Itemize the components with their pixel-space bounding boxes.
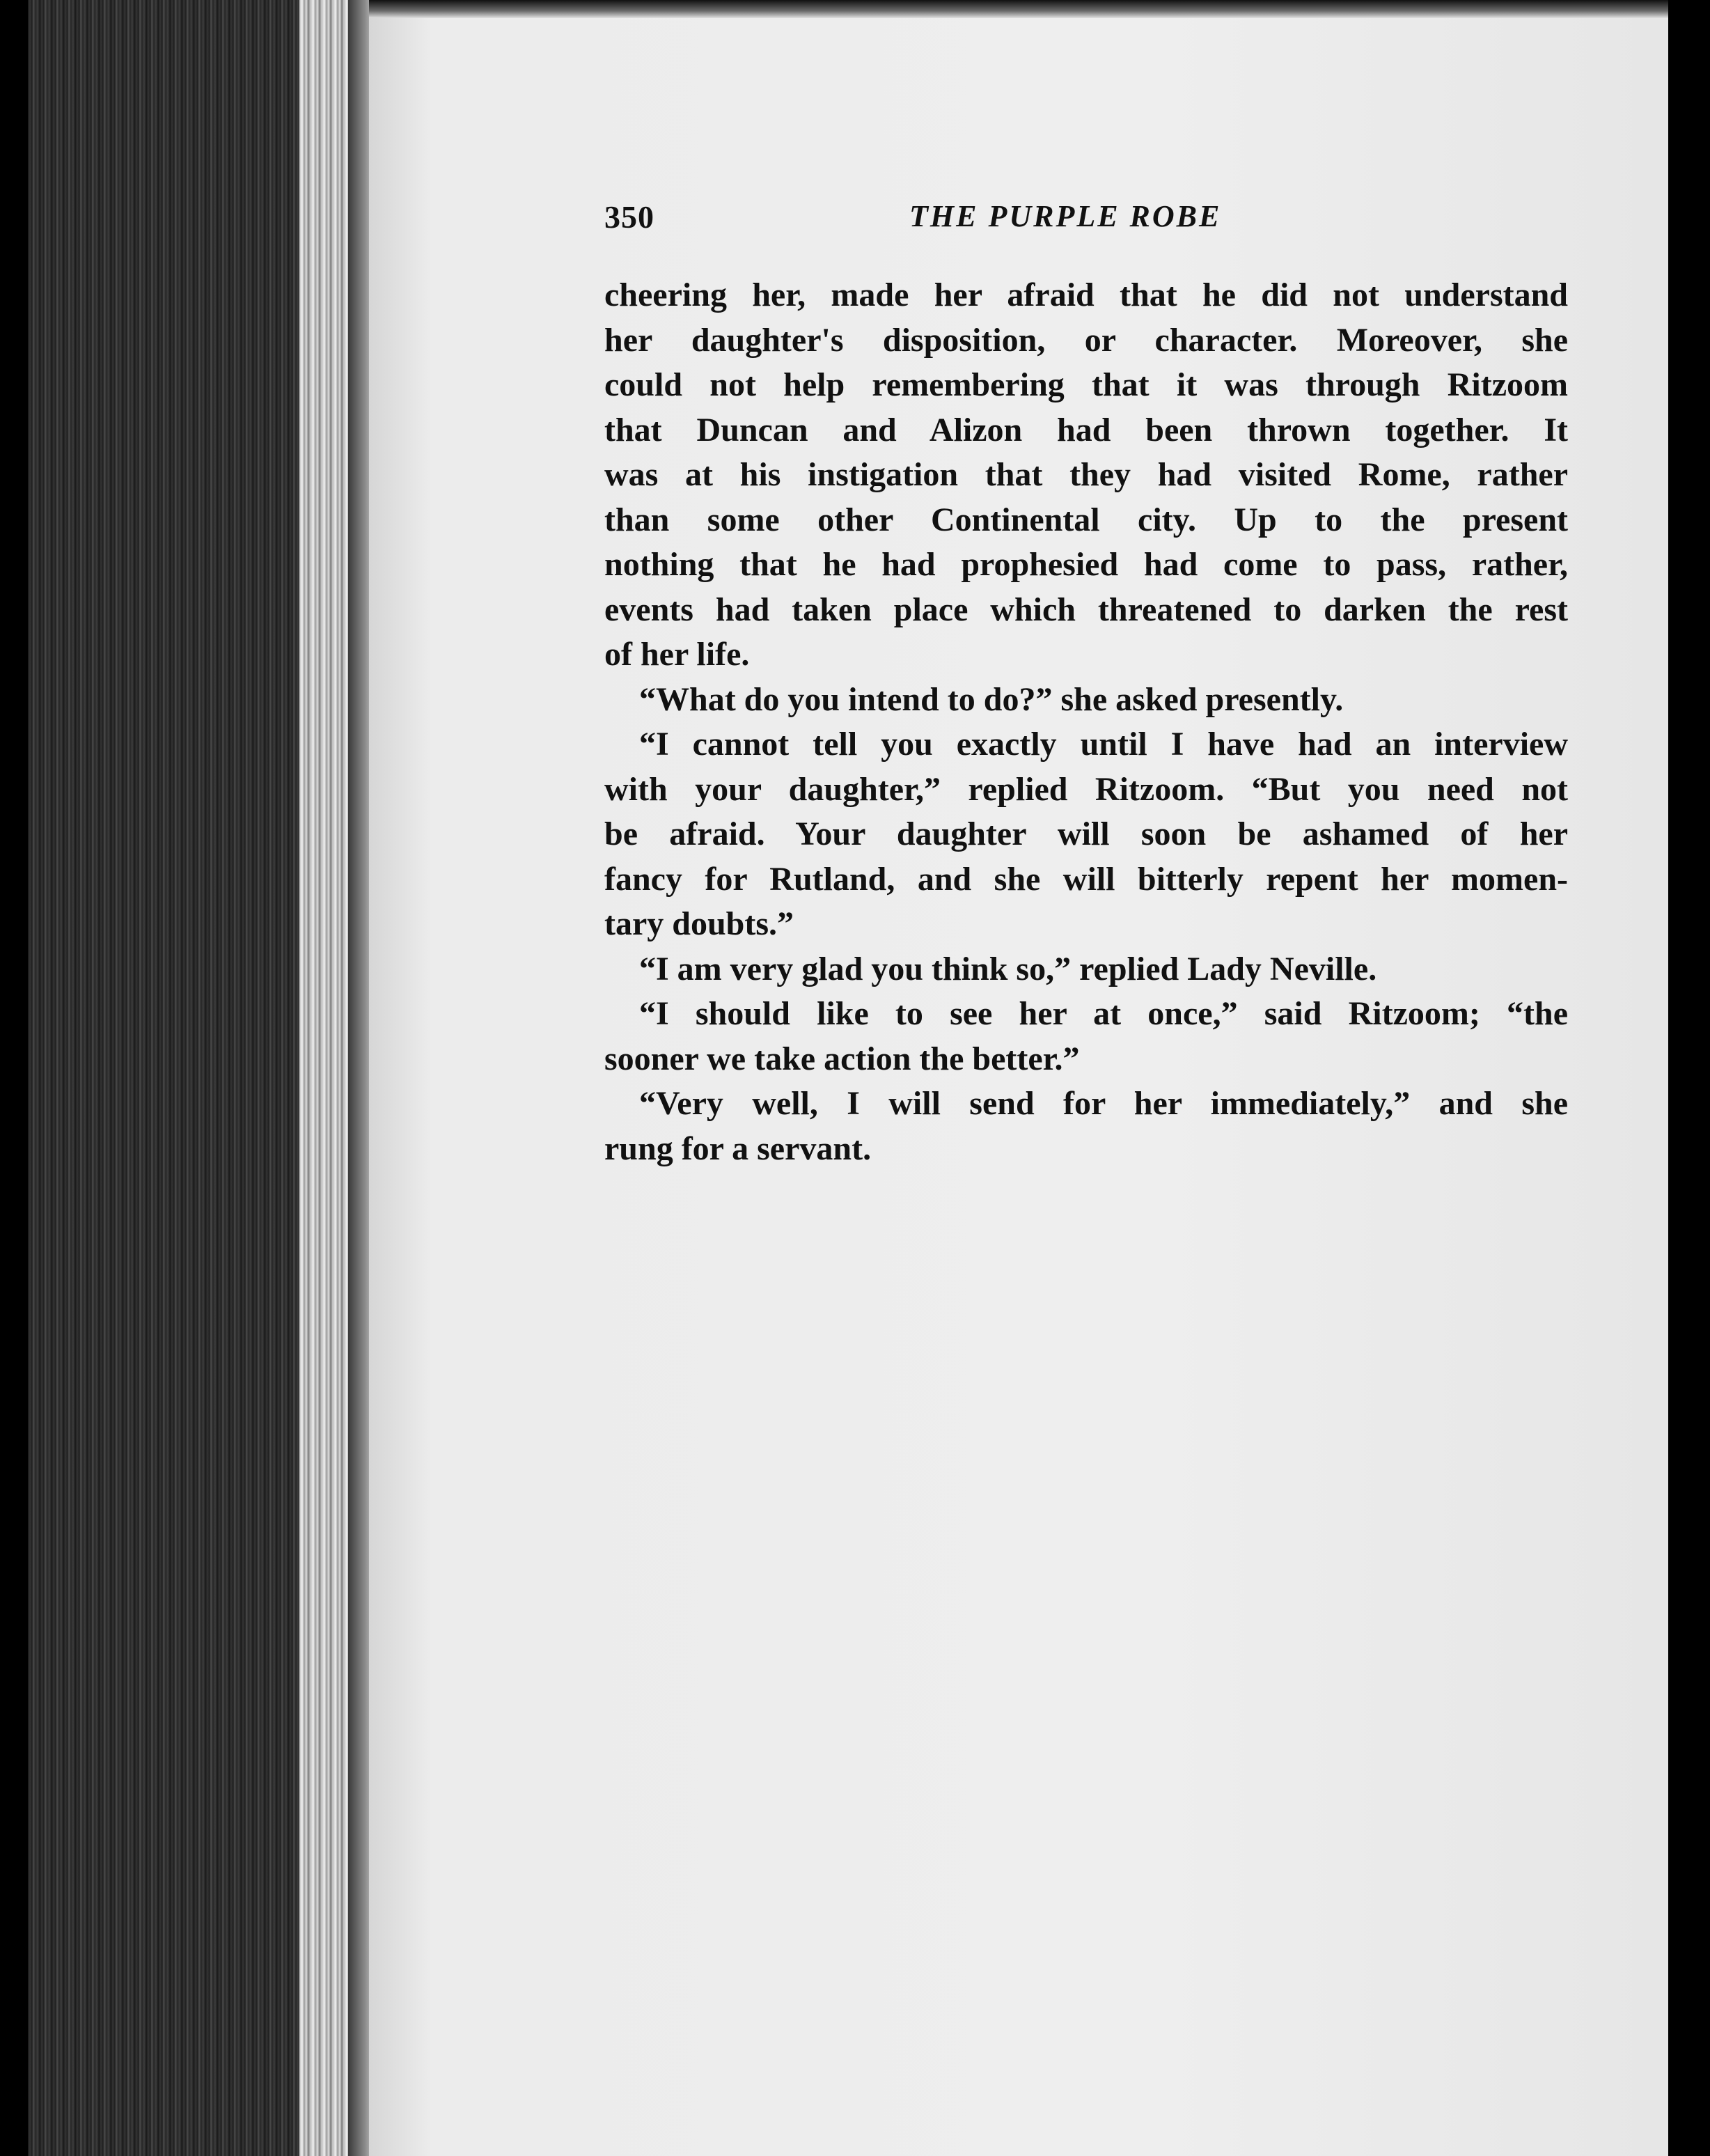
text-line: with your daughter,” replied Ritzoom. “But you need not — [604, 770, 1568, 808]
text-line: tary doubts.” — [604, 905, 794, 942]
text-line: rung for a servant. — [604, 1130, 872, 1167]
text-line: be afraid. Your daughter will soon be ashamed of her — [604, 815, 1568, 852]
right-scan-border — [1668, 0, 1710, 2156]
text-line: that Duncan and Alizon had been thrown together. It — [604, 411, 1568, 448]
text-line: events had taken place which threatened to darken the rest — [604, 591, 1568, 628]
text-line: nothing that he had prophesied had come to pass, rather, — [604, 546, 1568, 583]
top-page-edge — [369, 0, 1668, 18]
text-line: cheering her, made her afraid that he did not understand — [604, 276, 1568, 313]
text-line: could not help remembering that it was through Ritzoom — [604, 366, 1568, 403]
text-line: “Very well, I will send for her immediately,” and she — [639, 1085, 1568, 1122]
body-text — [604, 273, 1568, 1171]
text-line: than some other Continental city. Up to the present — [604, 501, 1568, 538]
text-line: sooner we take action the better.” — [604, 1040, 1080, 1077]
text-line: of her life. — [604, 636, 750, 673]
text-line: was at his instigation that they had visited Rome, rather — [604, 456, 1568, 493]
text-line: her daughter's disposition, or character. Moreover, she — [604, 321, 1568, 359]
page-number: 350 — [604, 199, 654, 235]
text-line: “I should like to see her at once,” said Ritzoom; “the — [639, 995, 1568, 1032]
text-line: fancy for Rutland, and she will bitterly repent her momen- — [604, 860, 1568, 898]
text-line: “What do you intend to do?” she asked presently. — [639, 680, 1344, 718]
running-title: THE PURPLE ROBE — [909, 199, 1222, 233]
running-header — [604, 198, 1568, 247]
text-line: “I am very glad you think so,” replied Lady Neville. — [639, 950, 1377, 987]
text-line: “I cannot tell you exactly until I have had an interview — [639, 726, 1568, 763]
